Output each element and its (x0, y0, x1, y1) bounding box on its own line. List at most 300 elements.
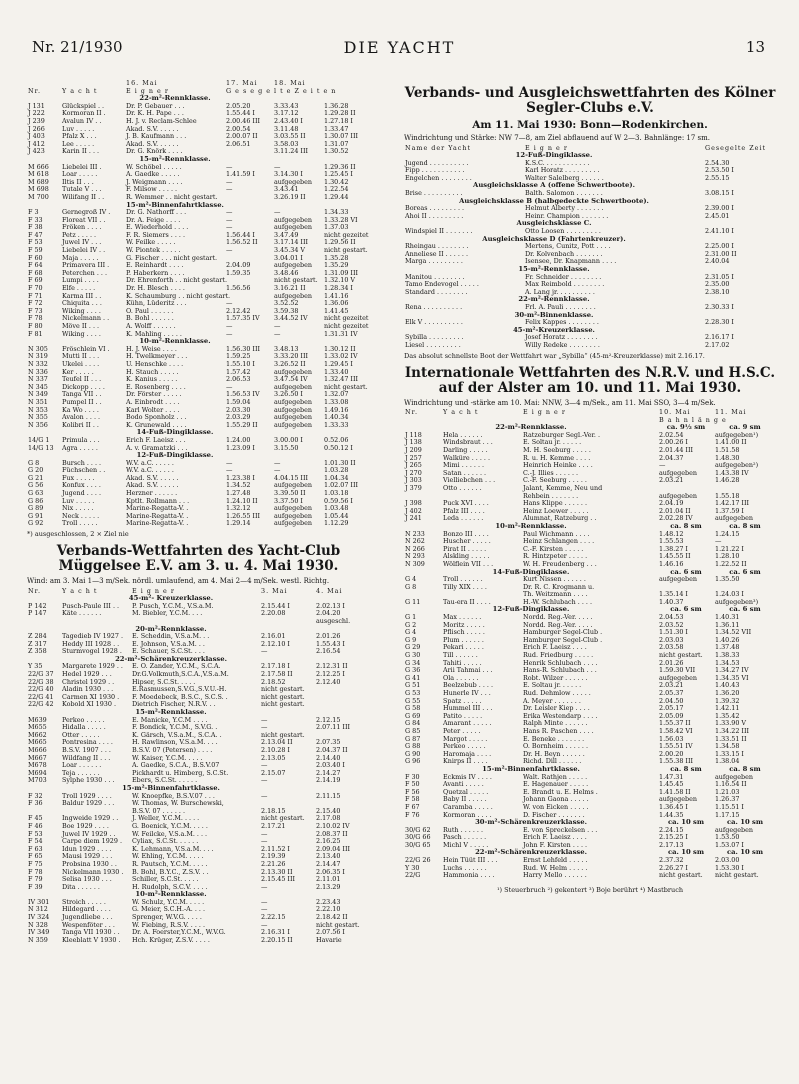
table-cell: 1.38.04 (715, 757, 740, 766)
table-cell: 2.24.15 (659, 825, 684, 834)
table-cell: 2.16.17 I (705, 333, 734, 342)
column-header: 10. Mai (659, 408, 691, 417)
table-cell: G 36 (405, 666, 421, 675)
table-cell: G 88 (405, 742, 421, 751)
table-cell: 1.34.35 VI (715, 673, 749, 682)
table-cell: 1.29.28 II (324, 109, 356, 118)
table-cell: Maja . . . . . (62, 253, 99, 262)
table-cell: nicht gestart. (261, 692, 305, 701)
table-cell: 3.00.00 I (274, 435, 303, 444)
table-cell: Z 358 (28, 647, 47, 656)
table-cell: Nordd. Reg.-Ver. . . . . (523, 613, 593, 622)
table-cell: G 9 (405, 635, 417, 644)
table-cell: Hidalla . . . . . (62, 723, 106, 732)
table-cell: Rehbein . . . . . . . (523, 491, 579, 500)
table-cell: Caramba . . . . . (443, 802, 493, 811)
table-cell: Paul Wichmann . . . . (523, 529, 590, 538)
table-cell: Nordd. Reg.-Ver. . . . . (523, 620, 593, 629)
table-cell: 2.19.39 (261, 852, 286, 861)
table-cell: Luv . . . . . (62, 124, 95, 133)
table-cell: D. Fischer . . . . . . . (523, 810, 585, 819)
table-cell: 1.34.52 (226, 481, 251, 490)
class-heading: 15-m²-Binnenfahrtklasse. (482, 764, 580, 773)
table-cell: 1.35.42 (715, 711, 740, 720)
table-cell: aufgegeben (274, 504, 313, 513)
table-cell: 2.01.44 III (659, 446, 693, 454)
table-cell: 2.16.25 (316, 837, 341, 846)
table-cell: W. von Eicken . . . . . (523, 802, 589, 811)
table-cell: 1.42.11 (715, 704, 740, 713)
table-cell: 1.32.07 (324, 390, 349, 399)
table-cell: Kormoran II . (62, 109, 106, 118)
table-cell: Jugend . . . . . . . . . . (405, 158, 469, 167)
table-cell: 3.52.52 (274, 299, 299, 308)
table-cell: 1.03.28 (324, 466, 349, 475)
table-cell: — (226, 246, 233, 255)
table-cell: G 86 (28, 496, 44, 505)
table-cell: Lee . . . . . (62, 139, 95, 148)
table-cell: 2.03.29 (226, 413, 251, 422)
table-cell: — (226, 322, 233, 330)
table-cell: 3.39.50 II (274, 489, 306, 498)
table-cell: Dickopp . . . . (62, 382, 105, 391)
table-cell: F 32 (28, 791, 43, 800)
table-cell: 1.55.44 I (226, 109, 255, 118)
table-cell: Tilly XIX . . . . (443, 582, 487, 591)
table-cell: 1.55.51 IV (659, 742, 693, 751)
table-cell: 1.58.42 VI (659, 726, 693, 735)
table-cell: A. Einbrodt . . . . (126, 397, 180, 406)
table-cell: F 30 (405, 772, 420, 781)
table-cell: 2.14.19 (316, 776, 341, 785)
table-cell: A. Gaedke . . . . . (126, 170, 180, 179)
table-cell: 1.36.45 I (659, 802, 688, 811)
table-cell: aufgegeben (274, 481, 313, 490)
table-cell: Kolibri II . . (62, 420, 99, 429)
table-cell: K. Mahling . . . . . (126, 329, 182, 338)
table-cell: J 257 (405, 453, 422, 462)
table-cell: Arii Tahmai . . . (443, 666, 493, 675)
class-heading: 22-m²-Rennklasse. (495, 423, 567, 432)
table-cell: Johann Gaona . . . . . (523, 795, 589, 804)
table-cell: 3.04.01 I (274, 253, 303, 262)
table-cell: Kptlt. Rollmann . . . (126, 496, 190, 505)
table-cell: 1.03.18 (324, 489, 349, 498)
table-cell: F 58 (405, 795, 420, 804)
table-cell: aufgegeben (715, 772, 754, 781)
table-cell: Ralph Minte . . . . . . (523, 719, 588, 728)
table-cell: E. Hagenauer . . . . . (523, 780, 589, 789)
table-cell: 1.30.42 (324, 177, 349, 186)
table-cell: aufgegeben (274, 367, 313, 376)
table-cell: 1.59.04 (226, 397, 251, 406)
table-cell: H. Twelkmeyer . . . (126, 352, 188, 361)
table-cell: Beelzebub . . . . (443, 681, 494, 690)
table-cell: Teufel II . . . (62, 375, 102, 384)
table-cell: 2.11.01 (316, 875, 341, 884)
table-row (27, 520, 370, 528)
kiel-results-table (27, 80, 370, 528)
table-cell: Erich F. Laeisz . . . (126, 435, 186, 444)
table-cell: 2.04.20 (316, 609, 341, 618)
table-cell: — (261, 829, 268, 838)
table-cell: 2.03.00 (715, 856, 740, 865)
column-header: 3. Mai (261, 586, 288, 595)
table-cell: 1.57.42 (226, 367, 251, 376)
course-length: ca. 8 sm (729, 764, 761, 773)
alster-wind: Windrichtung und -stärke am 10. Mai: NNW, 3—4 m/Sek., am 11. Mai SSO, 3—4 m/Sek. (404, 398, 716, 407)
table-cell: Gernegroß IV . (62, 208, 111, 217)
table-cell: M 698 (28, 185, 49, 194)
table-cell: 2.55.15 (705, 173, 730, 182)
table-cell: Rena . . . . . . . . . . (405, 302, 463, 311)
table-cell: G 11 (405, 597, 421, 606)
table-cell: 2.14.40 (316, 753, 341, 762)
table-cell: 1.55.38 III (659, 757, 693, 766)
table-cell: N 359 (28, 935, 48, 944)
table-cell: 1.45.45 (659, 780, 684, 789)
table-cell: Karl Wolter . . . . (126, 405, 180, 414)
table-cell: 1.32.12 (226, 504, 251, 513)
table-cell: 1.04.34 (324, 473, 349, 482)
table-cell: 2.17.08 (316, 814, 341, 823)
table-cell: E. Soltau jr. . . . . . (523, 681, 582, 690)
table-cell: Dita . . . . . . (62, 882, 100, 891)
column-header: E i g n e r (523, 408, 566, 417)
table-cell: A. v. Gramatzki . . . (126, 443, 188, 452)
table-cell: Fröschlein VI . (62, 344, 110, 353)
class-heading: 10-m²-Rennklasse. (135, 890, 207, 899)
table-cell: F 3 (28, 208, 39, 217)
table-cell: G 56 (28, 481, 44, 490)
left-column (27, 80, 370, 944)
course-length: ca. 9 sm (729, 423, 761, 432)
table-cell: 2.03.30 (226, 405, 251, 414)
table-cell: 1.34.52 VII (715, 628, 752, 637)
table-cell: — (226, 185, 233, 194)
table-cell: W. Kaiser, Y.C.M. . . . . (132, 753, 203, 762)
table-cell: 1.38.33 (715, 651, 740, 660)
table-cell: Max . . . . . . (443, 613, 482, 622)
table-cell: 2.22.10 (316, 905, 341, 914)
table-cell: Otter . . . . . (62, 730, 100, 739)
table-cell: Otto Loosen . . . . . . . . . (525, 227, 601, 236)
table-cell: 1.46.28 (715, 476, 740, 485)
table-cell: E. Johnson, V.S.a.M. . . (132, 639, 205, 648)
table-cell: 2.00.20 (659, 749, 684, 758)
column-header: Y a c h t (443, 408, 479, 417)
table-cell: 2.17.21 (261, 821, 286, 830)
table-cell: 22/G 42 (28, 700, 54, 709)
table-cell: 1.55.10 I (226, 359, 255, 368)
table-row (27, 937, 370, 945)
table-cell: G 51 (405, 681, 421, 690)
table-cell: Haromaja . . . . (443, 749, 492, 758)
table-cell: Lumpi . . . . (62, 276, 99, 285)
table-cell: 1.01.30 II (324, 458, 356, 467)
table-cell: 1.32.47 III (324, 375, 358, 384)
course-length: ca. 6 sm (729, 605, 761, 614)
table-cell: Nickelmann . . (62, 314, 110, 323)
table-cell: 2.39.00 I (705, 204, 734, 213)
table-cell: Hunerle IV . . . (443, 689, 491, 697)
mueggelsee-wind: Wind: am 3. Mai 1—3 m/Sek. nördl. umlaufend, am 4. Mai 2—4 m/Sek. westl. Richtg. (27, 577, 330, 586)
column-header: B a h n l ä n g e (659, 415, 727, 424)
table-cell: — (226, 466, 233, 475)
table-cell: F 56 (405, 787, 420, 796)
table-cell: 2.14.27 (316, 768, 341, 777)
table-cell: 22/G 41 (28, 692, 54, 701)
table-cell: Kurt Nissen . . . . . . (523, 575, 586, 584)
table-cell: 1.28.34 I (324, 284, 353, 293)
table-cell: 1.33.47 (324, 124, 349, 133)
table-cell: 1.53.50 (715, 833, 740, 842)
table-row (404, 258, 776, 266)
table-cell: N 319 (28, 352, 48, 361)
table-cell: Wölflein VII . . . (443, 559, 494, 568)
table-cell: W. Schulz, Y.C.M. . . . . (132, 897, 205, 906)
table-cell: 1.40.26 (715, 635, 740, 644)
table-cell: Josef Horatz . . . . . . . . (525, 333, 598, 342)
table-cell: 2.03.58 (659, 643, 684, 652)
table-cell: W.V. a.C. . . . . . (126, 466, 174, 475)
table-cell (315, 701, 370, 709)
table-cell: G 55 (405, 696, 421, 705)
table-cell: 2.31.00 II (705, 249, 737, 258)
table-cell: 2.07.56 I (316, 928, 345, 937)
table-cell: 1.35.50 (715, 575, 740, 584)
table-cell: H. J. Weise . . . . (126, 344, 177, 353)
table-cell: W. Piontek . . . . . (126, 246, 181, 255)
table-cell: W. Feilke . . . . . (126, 238, 176, 247)
table-cell: Ka Wo . . . . (62, 405, 99, 414)
table-cell: Pfalz X . . . (62, 132, 97, 141)
table-cell: 0.52.06 (324, 435, 349, 444)
table-cell: J 222 (28, 109, 45, 118)
table-cell: 1.40.34 (324, 413, 349, 422)
table-cell: F 64 (28, 261, 43, 270)
table-cell: Ola . . . . . . (443, 673, 479, 682)
table-cell: — (715, 537, 722, 546)
table-cell: G 58 (405, 704, 421, 713)
table-cell: Glückspiel . . (62, 101, 105, 110)
alster-results-table (404, 409, 776, 880)
table-cell: Z 317 (28, 639, 47, 648)
table-cell: W. Knoepfke, B.S.V.07 . . . (132, 791, 215, 800)
table-cell: Petz . . . . . (62, 230, 97, 239)
table-cell: 1.23.38 I (226, 473, 255, 482)
table-cell: Stroich . . . . . (62, 897, 106, 906)
table-cell: Engelchen . . . . . . . . (405, 173, 472, 182)
class-heading: 45-m²-Kreuzerklasse. (513, 325, 595, 334)
table-cell: Peter . . . . . (443, 726, 481, 735)
column-header: E i g n e r (525, 143, 568, 152)
table-cell: 2.30.33 I (705, 302, 734, 311)
table-row (404, 515, 776, 523)
table-cell: Erich F. Laeisz . . . . (523, 833, 587, 842)
table-cell: Hela . . . . . . (443, 430, 483, 439)
table-cell: 14/G 13 (28, 443, 54, 452)
table-cell: 2.21.26 (261, 859, 286, 868)
table-cell: Baby II . . . . . (443, 795, 487, 804)
table-cell: M639 (28, 715, 47, 724)
table-cell: E.Rasmussen,S.V.G.,S.V.U.-H. (132, 685, 227, 694)
table-cell: 1.40.37 (659, 597, 684, 606)
column-header: 11. Mai (715, 408, 747, 417)
table-cell: Fr. Schneider . . . . . . . . (525, 272, 602, 281)
table-cell: 1.24.00 (226, 435, 251, 444)
class-heading: 10-m²-Rennklasse. (495, 521, 567, 530)
table-cell: Heinz Loewer . . . . . (523, 506, 589, 515)
table-cell: 1.48.12 (659, 529, 684, 538)
table-cell: 1.33.28 VI (324, 215, 358, 224)
class-heading: 15-m²-Binnenfahrtklasse. (126, 200, 224, 209)
table-cell: — (659, 461, 666, 470)
table-cell: Patito . . . . . (443, 711, 483, 720)
table-cell: aufgegeben (274, 177, 313, 186)
table-cell: aufgegeben²) (715, 461, 759, 470)
table-cell: Rud. W. Helm . . . . . (523, 863, 588, 872)
table-cell: 1.36.20 (715, 689, 740, 697)
table-cell: F 72 (28, 299, 43, 308)
table-cell: F 60 (28, 253, 43, 262)
table-cell: B. Bohl, B.Y.C., Z.S.V. . . (132, 867, 209, 876)
table-cell: H. J. v. Reclam-Schlee (126, 116, 197, 125)
table-cell: 2.37.32 (659, 856, 684, 865)
table-cell: J 402 (405, 506, 422, 515)
column-header: Y a c h t (62, 586, 98, 595)
table-cell: Dr.G.Volkmuth,S.C.A.,V.S.a.M. (132, 670, 229, 679)
course-length: ca. 6 sm (670, 605, 702, 614)
table-cell: 1.33.02 IV (324, 352, 358, 361)
table-cell: 1.34.53 (715, 658, 740, 667)
table-cell: K. Lehmann, V.S.a.M. . . . (132, 844, 214, 853)
table-cell: 1.49.16 (324, 405, 349, 414)
table-cell: 1.05.44 (324, 511, 349, 520)
table-cell: Walküre . . . . . (443, 453, 491, 462)
column-header: 16. Mai (126, 79, 158, 87)
table-cell: Hamburger Segel-Club . (523, 628, 603, 637)
table-cell: 1.47.31 (659, 772, 684, 781)
column-header: 18. Mai (274, 79, 306, 87)
table-cell: Ebers, S.C.St. . . . . . (132, 776, 198, 785)
table-cell: N 233 (405, 529, 425, 538)
table-cell: K. Kanius . . . . . (126, 375, 178, 384)
table-cell: 1.31.31 IV (324, 329, 358, 338)
table-cell: 1.36.06 (324, 299, 349, 308)
table-cell: 2.15.45 III (261, 875, 295, 884)
table-cell: B.S.V. 07 (Petersen) . . . . (132, 746, 213, 754)
table-cell: Dietrich Fischer, N.R.V. . . (132, 700, 216, 709)
table-cell: Dr. Leisler Kiep . . . . (523, 704, 590, 713)
table-cell: Avalun IV . . (62, 116, 102, 125)
table-cell: 2.15.40 (316, 806, 341, 815)
table-row (404, 872, 776, 880)
table-cell: 1.56.30 III (226, 344, 260, 353)
table-cell: 2.17.02 (705, 340, 730, 349)
table-cell: nicht gestart. (324, 382, 368, 391)
table-cell: R. Wemmer . . nicht gestart. (126, 192, 218, 201)
table-cell: 2.17.18 I (261, 662, 290, 671)
table-cell: Troll 1929 . . . . (62, 791, 112, 800)
table-cell: Hildegard . . . . (62, 905, 111, 914)
table-cell: E. Scheddin, V.S.a.M. . . (132, 632, 210, 641)
table-cell: 1.33.15 I (715, 749, 744, 758)
table-cell: W. Feilcke, V.S.a.M. . . . (132, 829, 208, 838)
mueggelsee-results-table (27, 588, 370, 945)
table-cell: 1.34.22 III (715, 726, 749, 735)
table-cell: 1.53.07 I (715, 840, 744, 849)
table-cell: M662 (28, 730, 47, 739)
table-header (404, 417, 776, 425)
table-cell: E. Soltau jr. . . . . . (523, 438, 582, 447)
table-cell: 3.16.21 II (274, 284, 306, 293)
table-cell: 2.05.20 (226, 101, 251, 110)
table-cell: Fux . . . . . (62, 473, 95, 482)
table-cell: Möve II . . . (62, 322, 100, 330)
koeln-fastest-note: Das absolut schnellste Boot der Wettfahrt war „Sybilla“ (45-m²-Kreuzerklasse) mit 2.16.17. (404, 351, 705, 360)
table-cell: Ernst Lehfeld . . . . . (523, 856, 588, 865)
table-cell: F 70 (28, 284, 43, 293)
table-cell: 2.03.03 (659, 635, 684, 644)
table-cell: 2.14.47 (316, 859, 341, 868)
table-cell: J. Weller, Y.C.M. . . . . (132, 814, 200, 823)
table-cell: 1.21.03 (715, 787, 740, 796)
column-header: 4. Mai (316, 586, 343, 595)
table-cell: 1.56.52 II (226, 238, 258, 247)
koeln-subtitle: Am 11. Mai 1930: Bonn—Rodenkirchen. (472, 119, 708, 131)
table-cell: 3.47.49 (274, 230, 299, 239)
table-cell: W. Thomas, W. Burschewski, (132, 799, 224, 808)
table-cell: Sprenger, W.V.G. . . . . (132, 913, 202, 922)
table-cell: Käte . . . . . . (62, 609, 102, 618)
table-cell: F. Milsow . . . . . (126, 185, 178, 194)
table-cell: Wiking . . . . (62, 329, 101, 338)
table-cell: — (261, 882, 268, 891)
course-length: ca. 8 sm (670, 764, 702, 773)
class-heading: 20-m²-Rennklasse. (135, 624, 207, 633)
table-cell: 2.00.46 III (226, 116, 260, 125)
table-cell: Hipser, S.C.St. . . . . (132, 677, 196, 686)
table-cell: aufgegeben (659, 468, 698, 477)
table-cell: 1.55.37 II (659, 719, 691, 728)
table-cell: J 423 (28, 147, 45, 156)
table-cell: 2.12.25 I (316, 670, 345, 679)
table-cell: 3.11.24 III (274, 147, 308, 156)
table-cell: 2.10.28 I (261, 746, 290, 754)
table-cell: 1.28.10 (715, 552, 740, 561)
table-cell: 3.48.46 (274, 268, 299, 277)
table-cell: Tutale V . . . (62, 185, 102, 194)
table-cell: — (226, 177, 233, 186)
table-cell: nicht gestart. (274, 276, 318, 285)
table-cell: aufgegeben (274, 519, 313, 528)
table-cell: P. Pusch, Y.C.M., V.S.a.M. (132, 601, 214, 610)
table-cell: nicht gestart. (261, 814, 305, 823)
table-cell: M666 (28, 746, 47, 754)
table-cell: Balth. Salomon . . . . . . . (525, 189, 603, 198)
table-cell: Ruth . . . . . . (443, 825, 483, 834)
table-cell: — (261, 905, 268, 914)
table-cell: Puck XVI . . . . (443, 499, 489, 508)
table-cell: 2.18.42 II (316, 913, 348, 922)
table-cell: 4.04.15 III (274, 473, 308, 482)
table-cell: Tamo Endevogel . . . . . (405, 280, 479, 289)
table-cell: 3.44.52 IV (274, 314, 308, 323)
table-cell: 2.04.53 (659, 613, 684, 622)
table-cell: 1.56.56 (226, 284, 251, 293)
table-cell: 2.54.30 (705, 158, 730, 167)
